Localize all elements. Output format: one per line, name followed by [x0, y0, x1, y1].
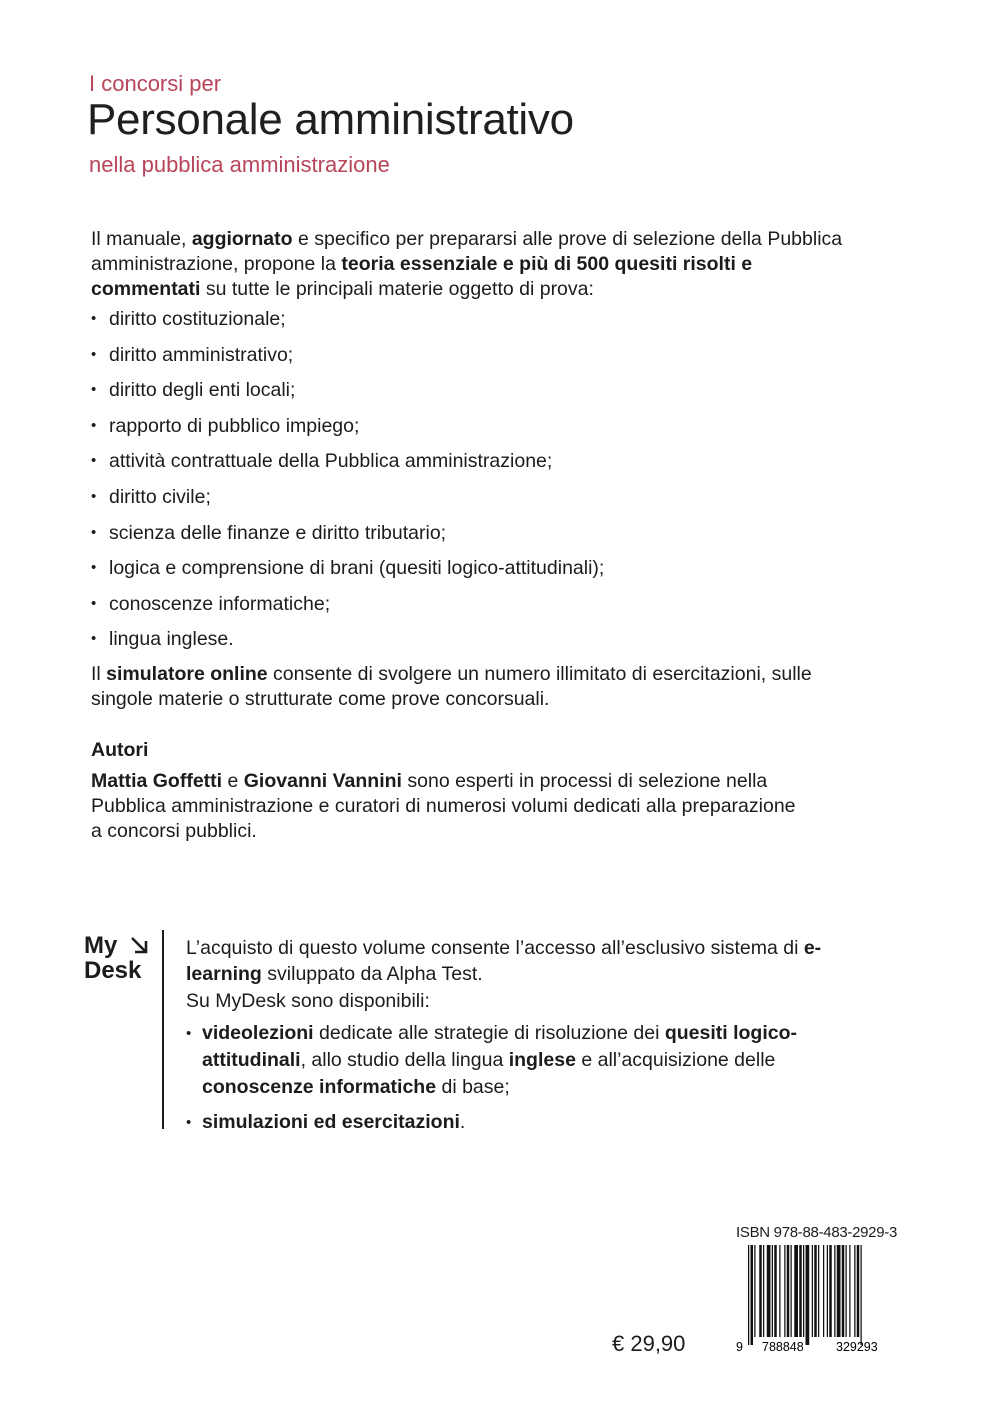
list-item-label: diritto degli enti locali;	[109, 379, 296, 402]
list-item-label: diritto costituzionale;	[109, 308, 286, 330]
barcode-bar	[861, 1245, 862, 1345]
mydesk-intro	[186, 935, 876, 987]
authors-heading: Autori	[91, 739, 149, 761]
authors-text: sono esperti in processi di selezione nella Pubblica amministrazione e curatori di numerosi volumi dedicati alla preparazione a concorsi pubblici.	[91, 770, 796, 842]
barcode-bar	[823, 1245, 824, 1337]
mydesk-features-list	[186, 1020, 876, 1136]
list-item-label: lingua inglese.	[109, 628, 234, 651]
barcode-bar	[829, 1245, 832, 1337]
bullet-icon: •	[91, 487, 97, 505]
bullet-icon: •	[186, 1025, 192, 1042]
feature-bold: quesiti logico-attitudinali	[202, 1022, 797, 1071]
mydesk-subheading: Su MyDesk sono disponibili:	[186, 990, 430, 1012]
mydesk-text: L’acquisto di questo volume consente l’accesso all’esclusivo sistema di	[186, 937, 804, 959]
mydesk-text: sviluppato da Alpha Test.	[261, 963, 483, 985]
isbn-label: ISBN 978-88-483-2929-3	[736, 1224, 898, 1241]
barcode-bar	[842, 1245, 845, 1337]
bullet-icon: •	[91, 452, 97, 470]
bullet-icon: •	[91, 630, 97, 648]
list-item	[91, 413, 851, 449]
list-item	[91, 591, 851, 627]
mydesk-logo	[84, 933, 141, 983]
author-name: Giovanni Vannini	[243, 770, 402, 792]
mydesk-logo-line: My	[84, 932, 118, 959]
bullet-icon: •	[91, 381, 97, 399]
feature-bold: simulazioni ed esercitazioni	[202, 1111, 460, 1133]
mydesk-divider	[162, 930, 164, 1129]
barcode-bar	[754, 1245, 755, 1337]
barcode-bar	[812, 1245, 813, 1337]
barcode-bar	[846, 1245, 847, 1337]
barcode-bar	[774, 1245, 777, 1337]
barcode-digits-left: 788848	[762, 1340, 804, 1354]
intro-text: Il manuale,	[91, 228, 192, 250]
list-item-label: logica e comprensione di brani (quesiti logico-attitudinali);	[109, 557, 605, 580]
barcode	[736, 1245, 911, 1355]
barcode-bars	[748, 1245, 862, 1345]
barcode-bar	[837, 1245, 841, 1337]
barcode-bar	[818, 1245, 819, 1337]
list-item-label: diritto amministrativo;	[109, 343, 294, 366]
barcode-bar	[759, 1245, 762, 1337]
barcode-digit-first: 9	[736, 1340, 743, 1354]
feature-text: dedicate alle strategie di risoluzione dei	[313, 1022, 665, 1044]
series-eyebrow: I concorsi per	[89, 71, 222, 96]
simulator-text: consente di svolgere un numero illimitato di esercitazioni, sulle singole materie o strutturate come prove concorsuali.	[91, 663, 812, 710]
feature-text: .	[459, 1111, 466, 1133]
list-item	[91, 448, 851, 484]
barcode-digits-right: 329293	[836, 1340, 878, 1354]
barcode-bar	[857, 1245, 860, 1337]
barcode-bar	[772, 1245, 773, 1337]
bullet-icon: •	[186, 1114, 192, 1131]
author-name: Mattia Goffetti	[91, 770, 223, 792]
list-item-label: diritto civile;	[109, 485, 211, 508]
barcode-bar	[784, 1245, 785, 1337]
price-label: € 29,90	[612, 1331, 686, 1356]
list-item	[91, 555, 851, 591]
barcode-bar	[799, 1245, 802, 1337]
bullet-icon: •	[91, 345, 97, 363]
simulator-paragraph	[91, 662, 861, 712]
authors-paragraph	[91, 769, 811, 844]
mydesk-logo-line: Desk	[84, 957, 142, 984]
book-title: Personale amministrativo	[87, 95, 574, 144]
intro-paragraph	[91, 227, 851, 302]
barcode-bar	[814, 1245, 817, 1337]
intro-bold: teoria essenziale e più di 500 quesiti risolti e commentati	[91, 253, 753, 300]
intro-bold: aggiornato	[191, 228, 293, 250]
topics-list	[91, 306, 851, 662]
feature-bold: conoscenze informatiche	[202, 1076, 437, 1098]
bullet-icon: •	[91, 416, 97, 434]
book-subtitle: nella pubblica amministrazione	[89, 152, 390, 177]
list-item-label: attività contrattuale della Pubblica amministrazione;	[109, 450, 553, 473]
list-item	[91, 520, 851, 556]
list-item-label: rapporto di pubblico impiego;	[109, 414, 360, 437]
barcode-bar	[763, 1245, 764, 1337]
barcode-bar	[806, 1245, 810, 1345]
list-item-label: conoscenze informatiche;	[109, 592, 331, 615]
barcode-bar	[787, 1245, 790, 1337]
bullet-icon: •	[91, 559, 97, 577]
simulator-bold: simulatore online	[106, 663, 268, 685]
barcode-bar	[779, 1245, 780, 1337]
barcode-bar	[791, 1245, 792, 1337]
list-item	[186, 1020, 876, 1109]
list-item	[91, 484, 851, 520]
barcode-bar	[849, 1245, 850, 1337]
feature-bold: inglese	[508, 1049, 576, 1071]
feature-text: di base;	[436, 1076, 510, 1098]
list-item-label: scienza delle finanze e diritto tributario;	[109, 521, 447, 544]
feature-text: , allo studio della lingua	[300, 1049, 509, 1071]
intro-text: e specifico per prepararsi alle prove di selezione della Pubblica amministrazione, propone la	[91, 228, 843, 275]
bullet-icon: •	[91, 523, 97, 541]
list-item	[186, 1109, 876, 1136]
barcode-bar	[748, 1245, 749, 1345]
barcode-bar	[794, 1245, 798, 1337]
barcode-bar	[827, 1245, 828, 1337]
barcode-bar	[803, 1245, 804, 1337]
list-item	[91, 626, 851, 662]
arrow-down-right-icon	[129, 935, 151, 957]
bullet-icon: •	[91, 310, 97, 327]
mydesk-bold: e-learning	[186, 937, 822, 985]
simulator-text: Il	[91, 663, 107, 685]
barcode-bar	[834, 1245, 835, 1337]
intro-text: su tutte le principali materie oggetto di prova:	[200, 278, 594, 300]
feature-bold: videolezioni	[202, 1022, 314, 1044]
barcode-bar	[751, 1245, 754, 1345]
barcode-bar	[854, 1245, 855, 1337]
list-item	[91, 306, 851, 342]
list-item	[91, 377, 851, 413]
barcode-bar	[767, 1245, 771, 1337]
feature-text: e all’acquisizione delle	[575, 1049, 776, 1071]
authors-text: e	[222, 770, 244, 792]
list-item	[91, 342, 851, 378]
bullet-icon: •	[91, 594, 97, 612]
